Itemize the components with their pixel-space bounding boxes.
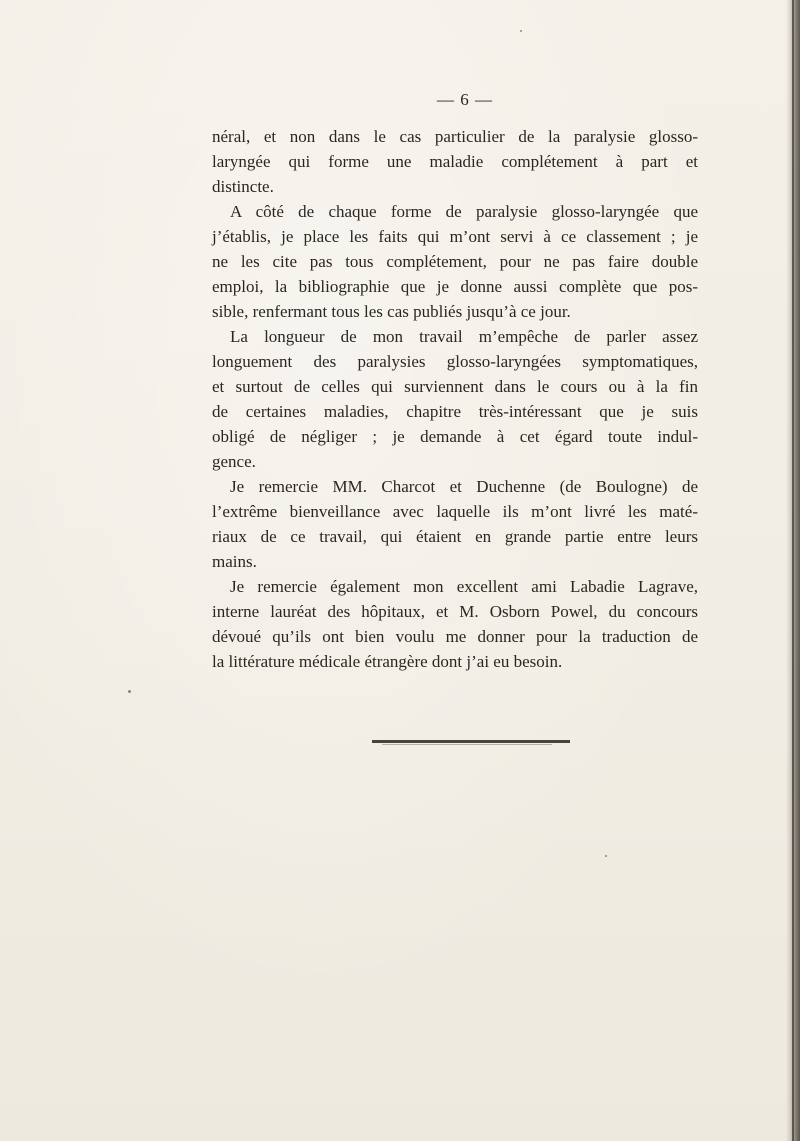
- text-line: distincte.: [212, 177, 274, 196]
- text-line: emploi, la bibliographie que je donne aussi complète que pos-: [212, 277, 698, 296]
- page-number: — 6 —: [437, 90, 493, 109]
- section-end-rule: [372, 740, 570, 743]
- binding-edge-shadow: [786, 0, 800, 1141]
- text-line: obligé de négliger ; je demande à cet égard toute indul-: [212, 427, 698, 446]
- body-text: [212, 124, 698, 674]
- text-line: la littérature médicale étrangère dont j’ai eu besoin.: [212, 652, 563, 671]
- text-line: j’établis, je place les faits qui m’ont servi à ce classement ; je: [212, 227, 698, 246]
- text-line: Je remercie également mon excellent ami Labadie Lagrave,: [230, 577, 698, 596]
- text-line: gence.: [212, 452, 256, 471]
- text-line: longuement des paralysies glosso-laryngées symptomatiques,: [212, 352, 698, 371]
- text-line: néral, et non dans le cas particulier de la paralysie glosso-: [212, 127, 698, 146]
- text-line: l’extrême bienveillance avec laquelle ils m’ont livré les maté-: [212, 502, 698, 521]
- text-line: de certaines maladies, chapitre très-intéressant que je suis: [212, 402, 698, 421]
- text-line: ne les cite pas tous complétement, pour ne pas faire double: [212, 252, 698, 271]
- text-line: laryngée qui forme une maladie complétement à part et: [212, 152, 698, 171]
- text-line: La longueur de mon travail m’empêche de parler assez: [230, 327, 698, 346]
- text-line: mains.: [212, 552, 257, 571]
- paper-speck: [128, 690, 131, 693]
- text-line: Je remercie MM. Charcot et Duchenne (de Boulogne) de: [230, 477, 698, 496]
- text-line: A côté de chaque forme de paralysie glosso-laryngée que: [230, 202, 698, 221]
- text-line: riaux de ce travail, qui étaient en grande partie entre leurs: [212, 527, 698, 546]
- text-line: interne lauréat des hôpitaux, et M. Osborn Powel, du concours: [212, 602, 698, 621]
- paper-speck: [520, 30, 522, 32]
- text-line: sible, renfermant tous les cas publiés jusqu’à ce jour.: [212, 302, 571, 321]
- text-line: dévoué qu’ils ont bien voulu me donner pour la traduction de: [212, 627, 698, 646]
- text-line: et surtout de celles qui surviennent dans le cours ou à la fin: [212, 377, 698, 396]
- paper-speck: [605, 855, 607, 857]
